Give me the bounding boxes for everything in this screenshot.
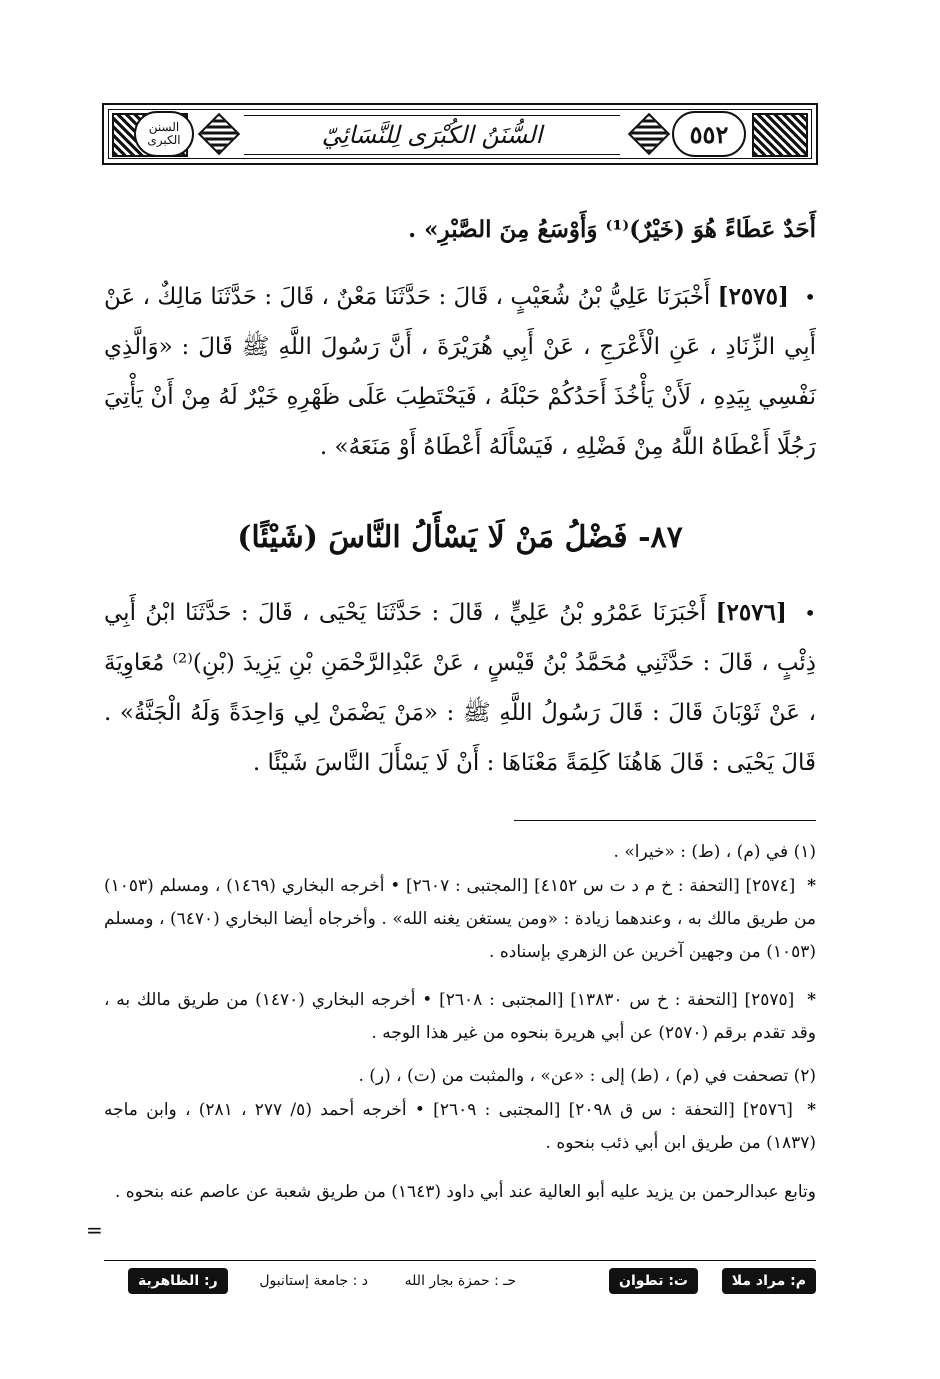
manuscript-m: م: مراد ملا (722, 1268, 816, 1294)
series-logo (134, 111, 194, 157)
manuscript-r: ر: الظاهرية (128, 1268, 228, 1294)
takhrij-continuation: وتابع عبدالرحمن بن يزيد عليه أبو العالية عند أبي داود (١٦٤٣) من طريق شعبة عن عاصم عنه بنحوه . (114, 1182, 816, 1202)
takhrij-2575 (104, 984, 816, 1050)
page-number: ٥٥٢ (672, 111, 746, 157)
bullet: • (804, 285, 817, 309)
page-header-banner (102, 103, 818, 165)
chapter-heading: ٨٧- فَضْلُ مَنْ لَا يَسْأَلُ النَّاسَ (شَيْئًا) (237, 520, 683, 555)
hadith-text: أَخْبَرَنَا عَمْرُو بْنُ عَلِيٍّ ، قَالَ : حَدَّثَنَا يَحْيَى ، قَالَ : حَدَّثَنَا ابْنُ أَبِي ذِئْبٍ ، قَالَ : حَدَّثَنِي مُحَمَّدُ بْنُ قَيْسٍ ، عَنْ عَبْدِالرَّحْمَنِ بْنِ يَزِيدَ (بْنِ)⁽²⁾ مُعَاوِيَةَ ، عَنْ ثَوْبَانَ قَالَ : قَالَ رَسُولُ اللَّهِ ﷺ : «مَنْ يَضْمَنْ لِي وَاحِدَةً وَلَهُ الْجَنَّةُ» . قَالَ يَحْيَى : قَالَ هَاهُنَا كَلِمَةً مَعْنَاهَا : أَنْ لَا يَسْأَلَ النَّاسَ شَيْئًا . (104, 600, 816, 776)
takhrij-text: [٢٥٧٤] [التحفة : خ م د ت س ٤١٥٢] [المجتبى : ٢٦٠٧] • أخرجه البخاري (١٤٦٩) ، ومسلم (١٠٥٣) من طريق مالك به ، وعندهما زيادة : «ومن يستغن يغنه الله» . وأخرجاه أيضا البخاري (٦٤٧٠) ، ومسلم (١٠٥٣) من وجهين آخرين عن الزهري بإسناده . (104, 876, 816, 962)
book-title: السُّنَنُ الكُبْرَى لِلنَّسَائِيّ (321, 121, 543, 149)
star-icon: * (807, 876, 816, 896)
footnote-1: (١) في (م) ، (ط) : «خيرا» . (613, 842, 816, 862)
series-logo-text: السنن الكبرى (147, 120, 181, 147)
running-title (244, 115, 620, 155)
takhrij-2576 (104, 1094, 816, 1160)
takhrij-text: [٢٥٧٦] [التحفة : س ق ٢٠٩٨] [المجتبى : ٢٦٠٩] • أخرجه أحمد (٥/ ٢٧٧ ، ٢٨١) ، وابن ماجه (١٨٣٧) من طريق ابن أبي ذئب بنحوه . (104, 1100, 816, 1153)
footnote-2: (٢) تصحفت في (م) ، (ط) إلى : «عن» ، والمثبت من (ت) ، (ر) . (358, 1066, 816, 1086)
hadith-text: أَخْبَرَنَا عَلِيُّ بْنُ شُعَيْبٍ ، قَالَ : حَدَّثَنَا مَعْنٌ ، قَالَ : حَدَّثَنَا مَالِكٌ ، عَنْ أَبِي الزِّنَادِ ، عَنِ الْأَعْرَجِ ، عَنْ أَبِي هُرَيْرَةَ ، أَنَّ رَسُولَ اللَّهِ ﷺ قَالَ : «وَالَّذِي نَفْسِي بِيَدِهِ ، لَأَنْ يَأْخُذَ أَحَدُكُمْ حَبْلَهُ ، فَيَحْتَطِبَ عَلَى ظَهْرِهِ خَيْرٌ لَهُ مِنْ أَنْ يَأْتِيَ رَجُلًا أَعْطَاهُ اللَّهُ مِنْ فَضْلِهِ ، فَيَسْأَلَهُ أَعْطَاهُ أَوْ مَنَعَهُ» . (104, 284, 816, 460)
manuscript-d: د : جامعة إستانبول (259, 1273, 368, 1289)
manuscript-h: حـ : حمزة بجار الله (404, 1273, 516, 1289)
hadith-2576 (104, 588, 816, 788)
right-ornament-icon (752, 113, 808, 157)
continuation-mark: = (86, 1218, 103, 1242)
hadith-number: [٢٥٧٥] (717, 283, 789, 310)
star-icon: * (807, 990, 816, 1010)
takhrij-2574 (104, 870, 816, 969)
manuscript-t: ت: تطوان (609, 1268, 698, 1294)
manuscript-sigla-bar (104, 1266, 816, 1296)
hadith-2575 (104, 272, 816, 472)
paragraph-continuation: أَحَدٌ عَطَاءً هُوَ (خَيْرٌ)⁽¹⁾ وَأَوْسَعُ مِنَ الصَّبْرِ» . (408, 216, 816, 243)
footnote-divider (514, 820, 816, 821)
star-icon: * (807, 1100, 816, 1120)
bottom-divider (104, 1260, 816, 1261)
bullet: • (804, 601, 816, 625)
hadith-number: [٢٥٧٦] (715, 599, 787, 626)
takhrij-text: [٢٥٧٥] [التحفة : خ س ١٣٨٣٠] [المجتبى : ٢٦٠٨] • أخرجه البخاري (١٤٧٠) من طريق مالك به ، وقد تقدم برقم (٢٥٧٠) عن أبي هريرة بنحوه من غير هذا الوجه . (104, 990, 816, 1043)
